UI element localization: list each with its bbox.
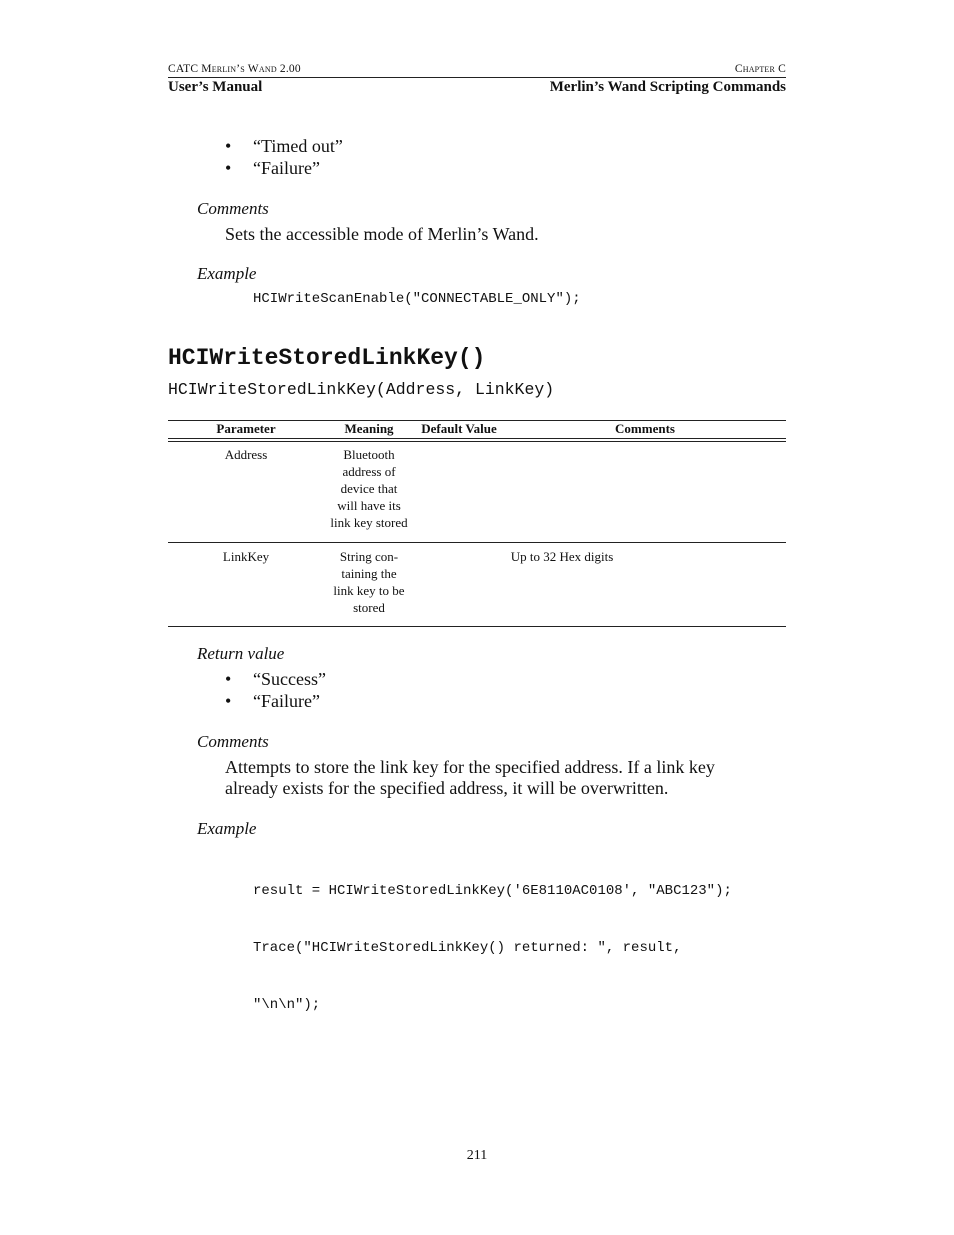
header-rule — [168, 77, 786, 78]
table-cell-parameter: LinkKey — [222, 549, 270, 564]
comments-line: already exists for the specified address, it will be overwritten. — [225, 778, 669, 798]
code-line: result = HCIWriteStoredLinkKey('6E8110AC0108', "ABC123"); — [253, 883, 732, 899]
table-header-default: Default Value — [421, 421, 497, 436]
comments-line: Attempts to store the link key for the specified address. If a link key — [225, 757, 715, 777]
bullet-icon: • — [225, 158, 232, 178]
meaning-line: Bluetooth — [343, 447, 395, 462]
example-code — [253, 844, 732, 1034]
table-cell-comments: Up to 32 Hex digits — [510, 549, 614, 564]
comments-label: Comments — [197, 199, 269, 218]
function-signature: HCIWriteStoredLinkKey(Address, LinkKey) — [168, 380, 555, 399]
table-header-rule — [168, 438, 786, 439]
table-row-rule — [168, 542, 786, 543]
example-label: Example — [197, 819, 257, 838]
comments-text: Sets the accessible mode of Merlin’s Wand. — [225, 224, 539, 244]
return-value-label: Return value — [197, 644, 285, 663]
comments-text — [225, 757, 715, 799]
header-right-top: Chapter C — [734, 63, 786, 75]
table-header-rule-double — [168, 441, 786, 442]
example-label: Example — [197, 264, 257, 283]
meaning-line: link key stored — [330, 515, 408, 530]
table-header-comments: Comments — [615, 421, 675, 436]
table-bottom-rule — [168, 626, 786, 627]
code-line: "\n\n"); — [253, 997, 321, 1013]
header-left-bottom: User’s Manual — [168, 79, 263, 95]
bullet-icon: • — [225, 669, 232, 689]
meaning-line: taining the — [341, 566, 397, 581]
header-left-top: CATC Merlin’s Wand 2.00 — [168, 63, 301, 75]
meaning-line: link key to be — [333, 583, 405, 598]
table-cell-meaning — [324, 548, 414, 616]
meaning-line: device that — [340, 481, 398, 496]
table-cell-parameter: Address — [224, 447, 268, 462]
meaning-line: will have its — [337, 498, 401, 513]
page-number: 211 — [466, 1148, 488, 1163]
code-line: Trace("HCIWriteStoredLinkKey() returned: ", result, — [253, 940, 682, 956]
meaning-line: address of — [342, 464, 396, 479]
example-code: HCIWriteScanEnable("CONNECTABLE_ONLY"); — [253, 291, 581, 307]
bullet-icon: • — [225, 136, 232, 156]
header-right-bottom: Merlin’s Wand Scripting Commands — [549, 79, 786, 95]
meaning-line: stored — [353, 600, 385, 615]
table-cell-meaning — [324, 446, 414, 531]
section-title: HCIWriteStoredLinkKey() — [168, 345, 486, 371]
meaning-line: String con- — [339, 549, 399, 564]
table-header-parameter: Parameter — [216, 421, 276, 436]
comments-label: Comments — [197, 732, 269, 751]
bullet-icon: • — [225, 691, 232, 711]
table-header-meaning: Meaning — [344, 421, 394, 436]
